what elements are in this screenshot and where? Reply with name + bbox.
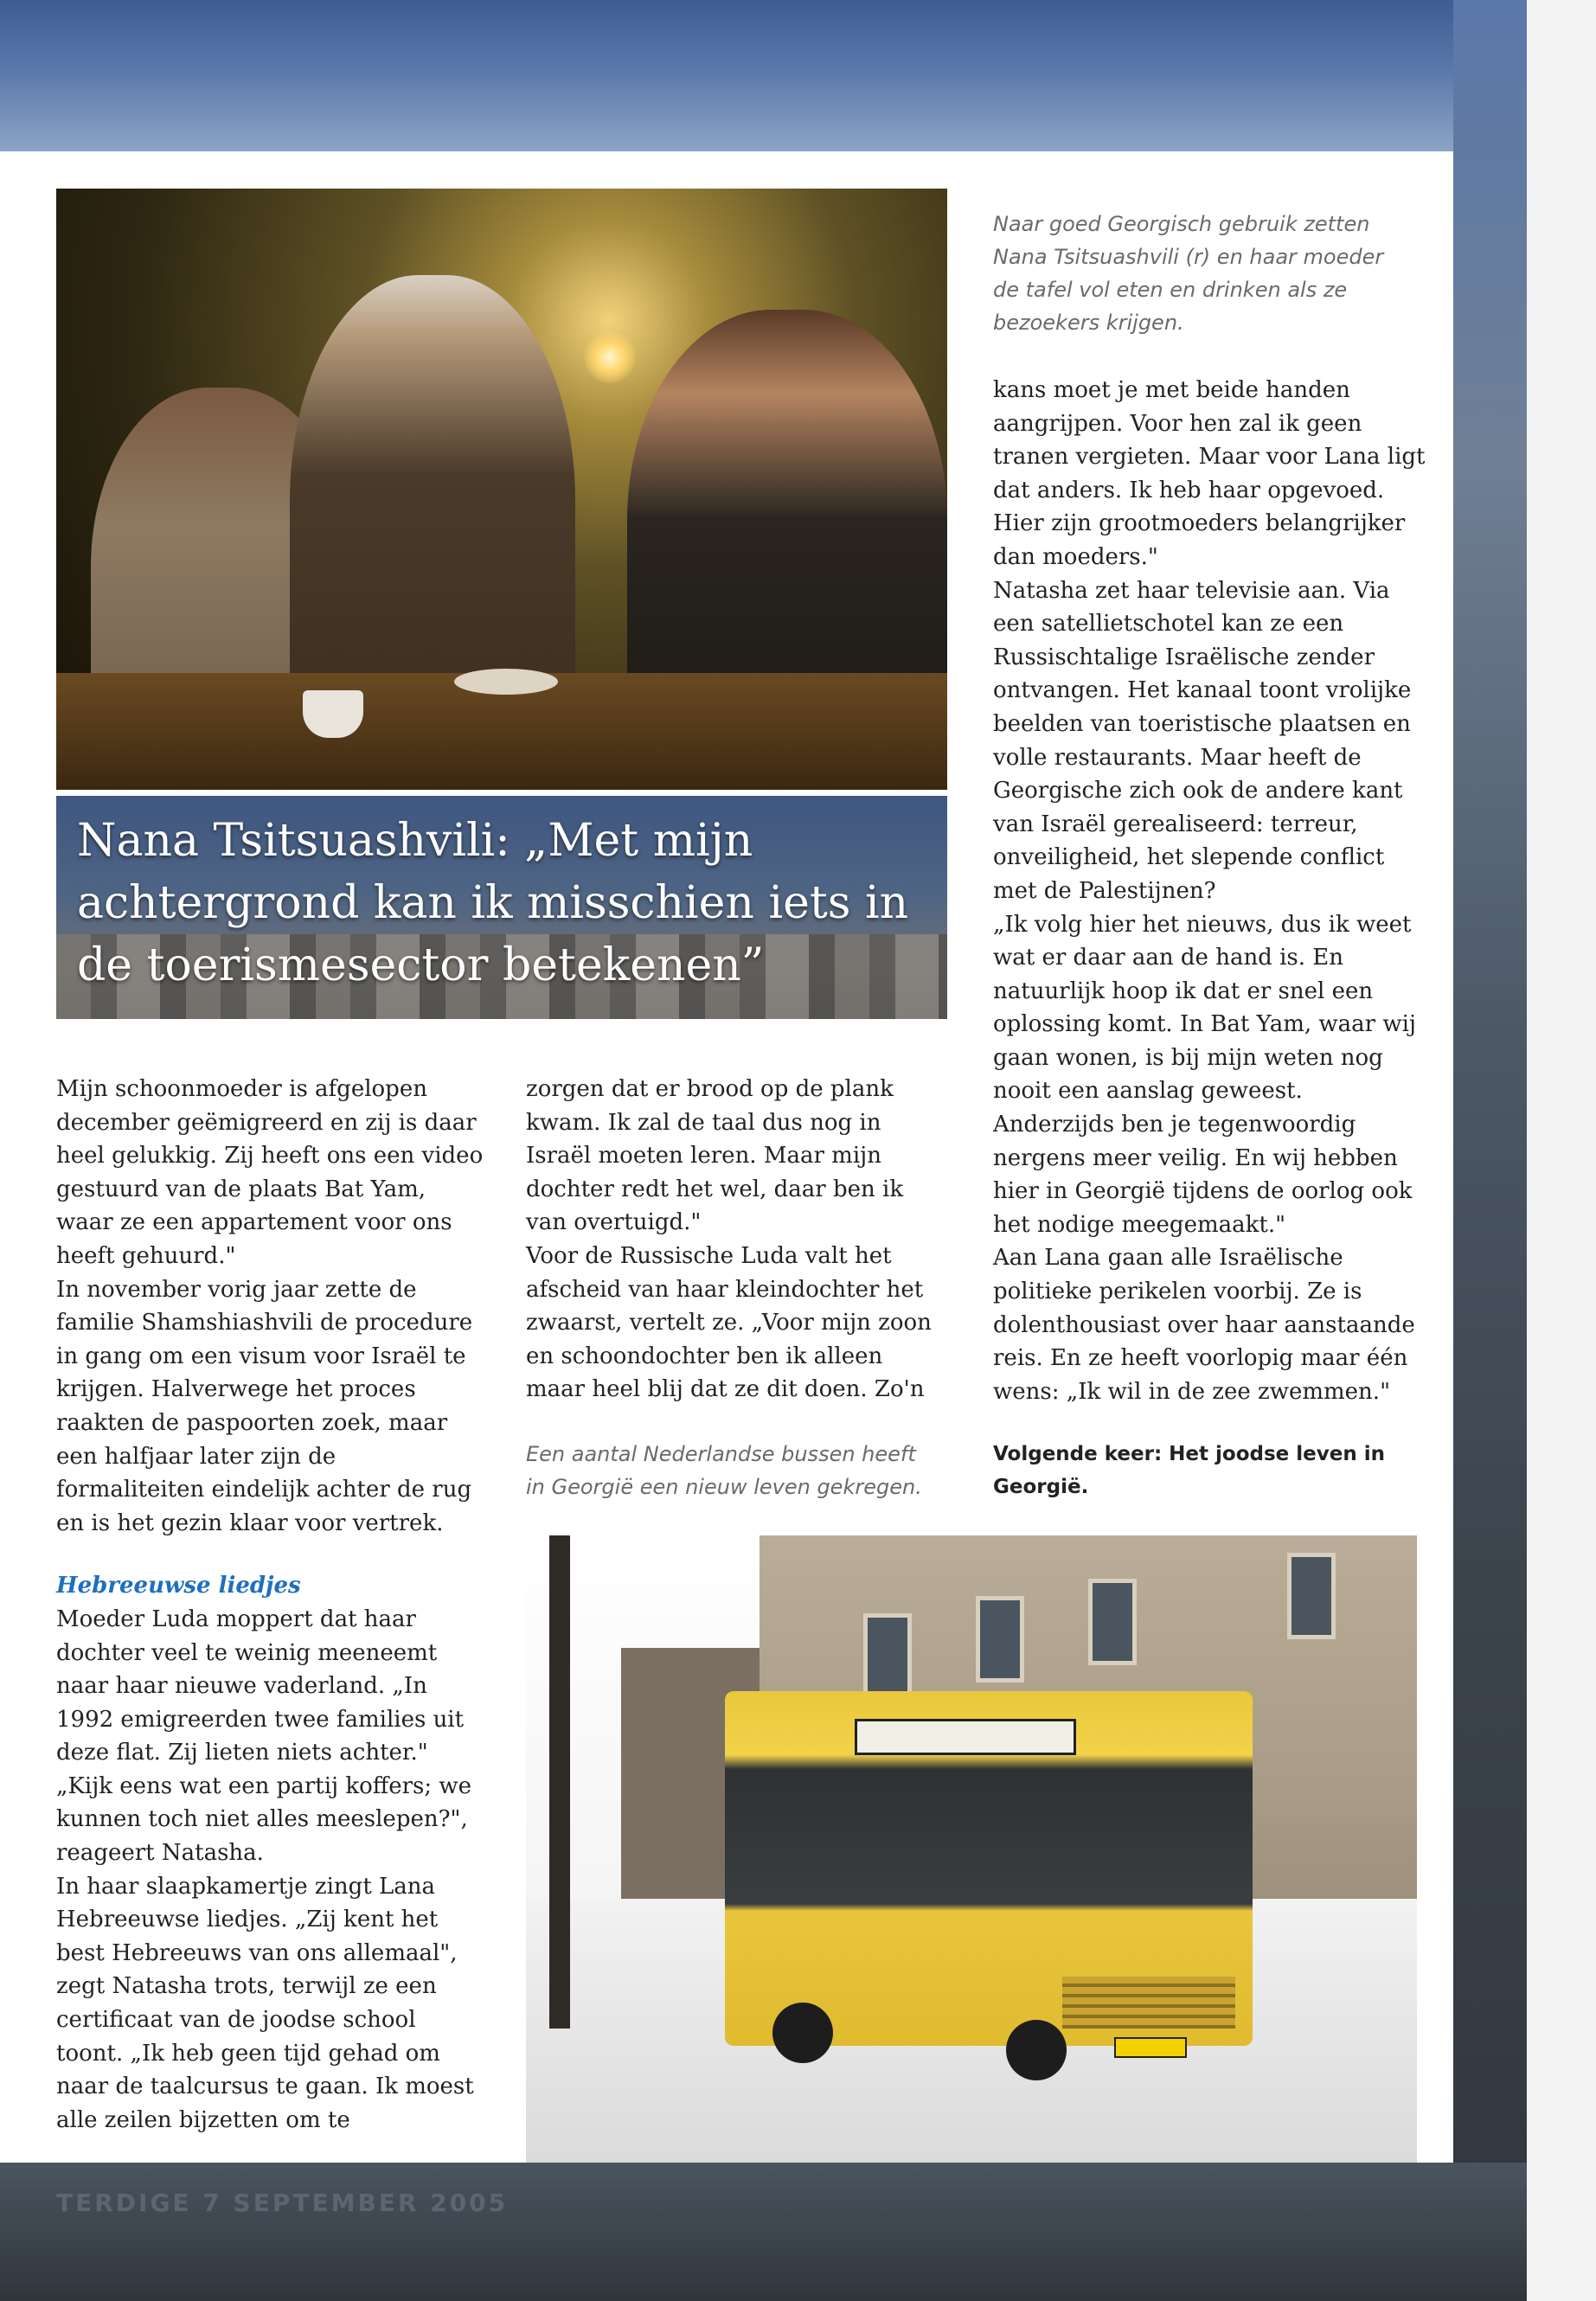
paragraph: Natasha zet haar televisie aan. Via een satellietschotel kan ze een Russischtalige Israëlische zender ontvangen. Het kanaal toont vrolijke beelden van toeristische plaatsen en volle restaurants. Maar heeft de Georgische zich ook de andere kant van Israël gerealiseerd: terreur, onveiligheid, het slepende conflict met de Palestijnen? (993, 577, 1412, 904)
bus-destination-sign (855, 1719, 1076, 1755)
article-column-1 (56, 1073, 489, 2137)
headline-quote: Nana Tsitsuashvili: „Met mijn achtergrond kan ik misschien iets in de toerismesector betekenen” (77, 815, 909, 991)
window (1287, 1553, 1336, 1639)
bus-grill (1062, 1977, 1235, 2029)
paragraph: kans moet je met beide handen aangrijpen. Voor hen zal ik geen tranen vergieten. Maar voor Lana ligt dat anders. Ik heb haar opgevoed. Hier zijn grootmoeders belangrijker dan moeders." (993, 377, 1426, 570)
bus-wheel (772, 2003, 833, 2063)
article-column-3 (993, 374, 1426, 1408)
top-background (0, 0, 1596, 156)
headline-banner (56, 796, 947, 1019)
photo-caption-top: Naar goed Georgisch gebruik zetten Nana Tsitsuashvili (r) en haar moeder de tafel vol eten en drinken als ze bezoekers krijgen. (993, 212, 1384, 335)
utility-pole (549, 1535, 570, 2029)
page-footer: TERDIGE 7 SEPTEMBER 2005 (56, 2189, 509, 2217)
bottom-background (0, 2163, 1527, 2301)
paragraph: „Ik volg hier het nieuws, dus ik weet wat er daar aan de hand is. En natuurlijk hoop ik dat er snel een oplossing komt. In Bat Yam, waar wij gaan wonen, is bij mijn weten nog nooit een aanslag geweest. Anderzijds ben je tegenwoordig nergens meer veilig. En wij hebben hier in Georgië tijdens de oorlog ook het nodige meegemaakt." (993, 911, 1416, 1238)
tea-cup (303, 690, 363, 738)
window (976, 1596, 1024, 1682)
window (1088, 1579, 1137, 1665)
paragraph: zorgen dat er brood op de plank kwam. Ik zal de taal dus nog in Israël moeten leren. Maar mijn dochter redt het wel, daar ben ik van overtuigd." (526, 1076, 904, 1236)
article-column-2 (526, 1073, 941, 1407)
plate (454, 669, 558, 695)
lamp-light (584, 331, 636, 383)
paragraph: Voor de Russische Luda valt het afscheid van haar kleindochter het zwaarst, vertelt ze. „Voor mijn zoon en schoondochter ben ik alleen maar heel blij dat ze dit doen. Zo'n (526, 1242, 932, 1403)
paragraph: Mijn schoonmoeder is afgelopen december geëmigreerd en zij is daar heel gelukkig. Zij heeft ons een video gestuurd van de plaats Bat Yam, waar ze een appartement voor ons heeft gehuurd." (56, 1076, 484, 1269)
bus-wheel (1006, 2020, 1067, 2080)
paragraph: Aan Lana gaan alle Israëlische politieke perikelen voorbij. Ze is dolenthousiast over haar aanstaande reis. En ze heeft voorlopig maar één wens: „Ik wil in de zee zwemmen." (993, 1245, 1415, 1405)
paragraph: „Kijk eens wat een partij koffers; we kunnen toch niet alles meeslepen?", reageert Natasha. (56, 1772, 472, 1867)
bus-street-photo (526, 1535, 1417, 2163)
photo-caption-bus: Een aantal Nederlandse bussen heeft in Georgië een nieuw leven gekregen. (526, 1442, 922, 1499)
section-subheading: Hebreeuwse liedjes (56, 1573, 301, 1599)
next-issue-teaser: Volgende keer: Het joodse leven in Georgië. (993, 1443, 1385, 1498)
license-plate (1114, 2037, 1187, 2058)
paragraph: Moeder Luda moppert dat haar dochter veel te weinig meeneemt naar haar nieuwe vaderland. „In 1992 emigreerden twee families uit deze flat. Zij lieten niets achter." (56, 1606, 465, 1766)
family-dinner-photo (56, 189, 947, 790)
paragraph: In november vorig jaar zette de familie Shamshiashvili de procedure in gang om een visum voor Israël te krijgen. Halverwege het proces raakten de paspoorten zoek, maar een halfjaar later zijn de formaliteiten eindelijk achter de rug en is het gezin klaar voor vertrek. (56, 1276, 473, 1536)
window (863, 1613, 912, 1700)
scan-edge (1527, 0, 1596, 2301)
paragraph: In haar slaapkamertje zingt Lana Hebreeuwse liedjes. „Zij kent het best Hebreeuws van ons allemaal", zegt Natasha trots, terwijl ze een certificaat van de joodse school toont. „Ik heb geen tijd gehad om naar de taalcursus te gaan. Ik moest alle zeilen bijzetten om te (56, 1873, 474, 2133)
